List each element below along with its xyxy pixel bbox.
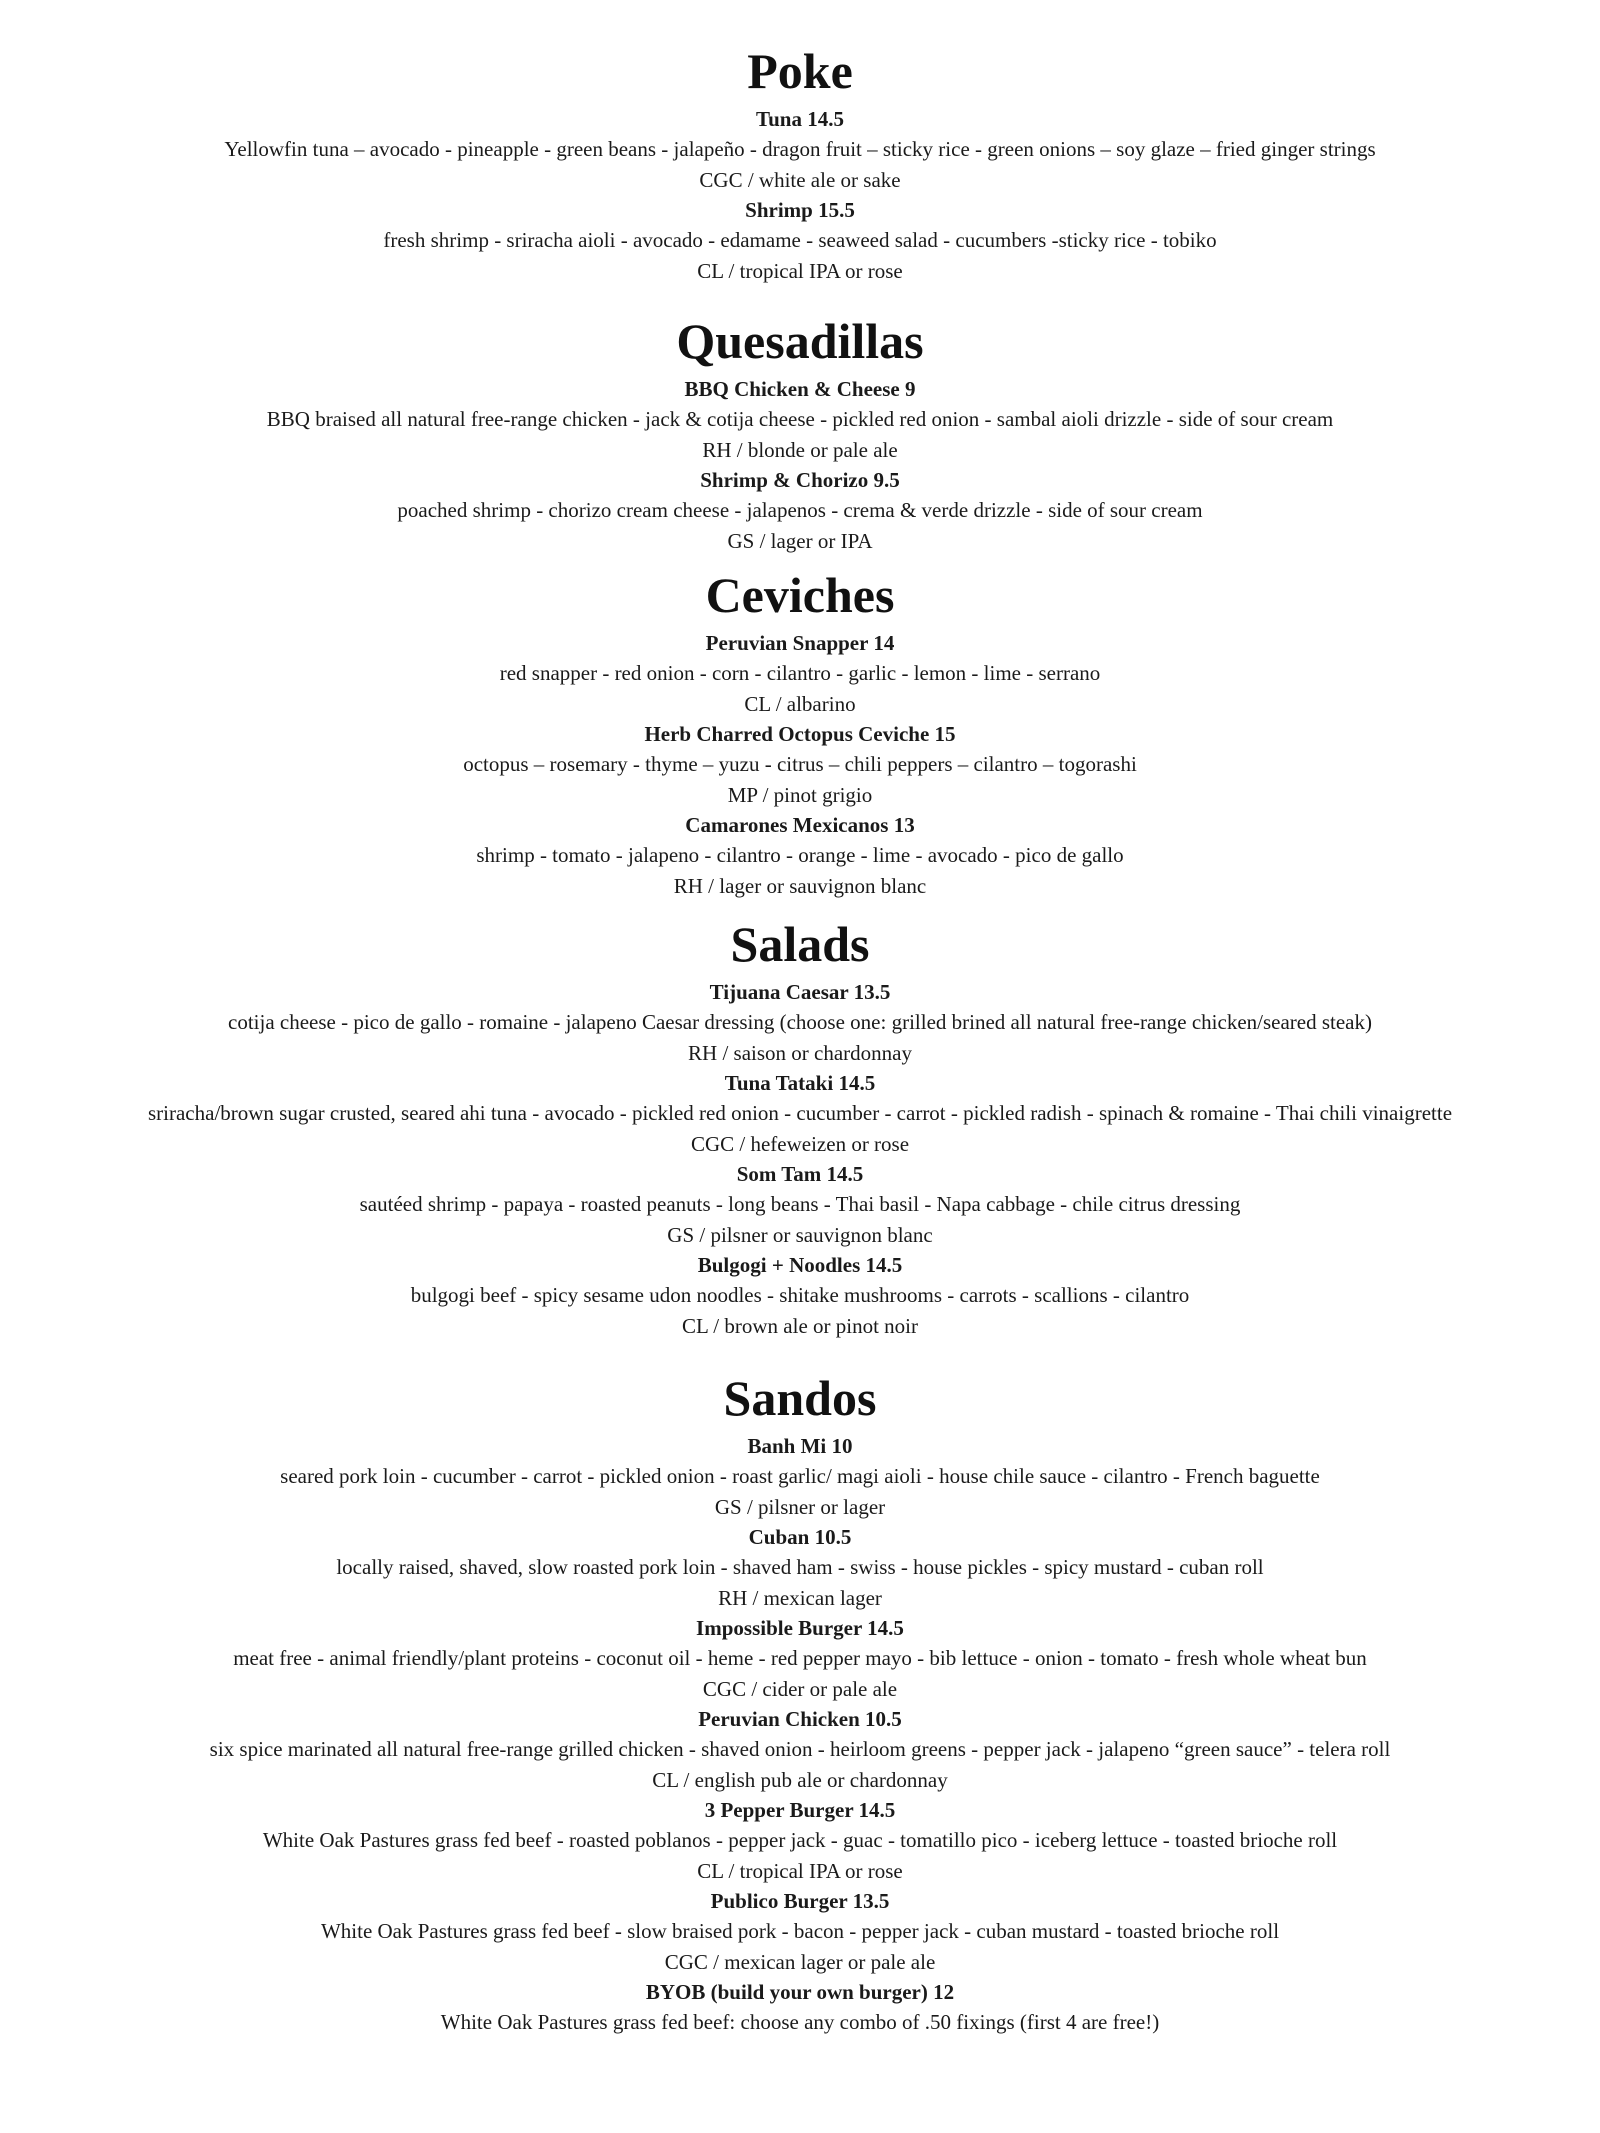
item-name: Camarones Mexicanos 13 [685,813,915,837]
menu-item [0,810,1600,901]
item-description: cotija cheese - pico de gallo - romaine - jalapeno Caesar dressing (choose one: grilled brined all natural free-range chicken/seared steak) [228,1010,1372,1034]
item-pairing: CL / brown ale or pinot noir [681,1314,918,1338]
item-name: Impossible Burger 14.5 [696,1616,904,1640]
section-quesadillas [0,308,1600,556]
item-pairing: RH / mexican lager [718,1586,882,1610]
item-description: sriracha/brown sugar crusted, seared ahi tuna - avocado - pickled red onion - cucumber - carrot - pickled radish - spinach & romaine - Thai chili vinaigrette [147,1101,1453,1125]
item-pairing: GS / pilsner or lager [714,1495,886,1519]
item-description: bulgogi beef - spicy sesame udon noodles - shitake mushrooms - carrots - scallions - cilantro [410,1283,1190,1307]
menu-item [0,1522,1600,1613]
item-description: red snapper - red onion - corn - cilantro - garlic - lemon - lime - serrano [499,661,1101,685]
item-pairing: RH / blonde or pale ale [702,438,898,462]
item-pairing: CL / english pub ale or chardonnay [652,1768,948,1792]
menu-item [0,195,1600,286]
item-description: White Oak Pastures grass fed beef - roasted poblanos - pepper jack - guac - tomatillo pico - iceberg lettuce - toasted brioche roll [262,1828,1338,1852]
item-pairing: CL / tropical IPA or rose [697,1859,903,1883]
item-name: BYOB (build your own burger) 12 [645,1980,955,2004]
item-name: Peruvian Snapper 14 [705,631,895,655]
item-description: White Oak Pastures grass fed beef - slow braised pork - bacon - pepper jack - cuban mustard - toasted brioche roll [320,1919,1280,1943]
menu-item [0,1704,1600,1795]
item-name: Tuna 14.5 [756,107,844,131]
item-pairing: CGC / cider or pale ale [702,1677,898,1701]
menu-item [0,374,1600,465]
item-name: Tuna Tataki 14.5 [724,1071,876,1095]
menu-item [0,1250,1600,1341]
item-pairing: CGC / mexican lager or pale ale [664,1950,936,1974]
item-description: BBQ braised all natural free-range chicken - jack & cotija cheese - pickled red onion - sambal aioli drizzle - side of sour cream [266,407,1334,431]
menu-item [0,1613,1600,1704]
item-name: Herb Charred Octopus Ceviche 15 [644,722,956,746]
section-ceviches [0,562,1600,901]
menu-item [0,977,1600,1068]
item-pairing: CL / albarino [744,692,856,716]
item-pairing: CL / tropical IPA or rose [697,259,903,283]
item-name: Shrimp 15.5 [745,198,855,222]
item-pairing: GS / lager or IPA [727,529,873,553]
item-description: locally raised, shaved, slow roasted pork loin - shaved ham - swiss - house pickles - spicy mustard - cuban roll [336,1555,1264,1579]
item-name: Cuban 10.5 [748,1525,852,1549]
item-pairing: RH / saison or chardonnay [688,1041,912,1065]
item-description: seared pork loin - cucumber - carrot - pickled onion - roast garlic/ magi aioli - house chile sauce - cilantro - French baguette [280,1464,1320,1488]
menu-item [0,1886,1600,1977]
section-title: Sandos [723,1370,877,1426]
section-poke [0,38,1600,286]
item-description: Yellowfin tuna – avocado - pineapple - green beans - jalapeño - dragon fruit – sticky rice - green onions – soy glaze – fried ginger strings [224,137,1376,161]
item-pairing: CGC / white ale or sake [699,168,901,192]
section-title: Poke [747,43,853,99]
item-name: Publico Burger 13.5 [710,1889,890,1913]
item-pairing: GS / pilsner or sauvignon blanc [667,1223,933,1247]
item-pairing: MP / pinot grigio [727,783,873,807]
item-name: Banh Mi 10 [747,1434,853,1458]
menu-item [0,465,1600,556]
item-description: shrimp - tomato - jalapeno - cilantro - orange - lime - avocado - pico de gallo [476,843,1124,867]
menu-item [0,104,1600,195]
item-description: White Oak Pastures grass fed beef: choose any combo of .50 fixings (first 4 are free!) [440,2010,1160,2034]
item-description: poached shrimp - chorizo cream cheese - jalapenos - crema & verde drizzle - side of sour cream [397,498,1203,522]
item-name: Tijuana Caesar 13.5 [709,980,891,1004]
menu-item [0,1795,1600,1886]
menu-item [0,1431,1600,1522]
menu-item [0,1159,1600,1250]
menu-item [0,1068,1600,1159]
item-description: six spice marinated all natural free-range grilled chicken - shaved onion - heirloom greens - pepper jack - jalapeno “green sauce” - telera roll [209,1737,1391,1761]
item-description: octopus – rosemary - thyme – yuzu - citrus – chili peppers – cilantro – togorashi [463,752,1137,776]
item-pairing: CGC / hefeweizen or rose [690,1132,910,1156]
item-description: meat free - animal friendly/plant proteins - coconut oil - heme - red pepper mayo - bib lettuce - onion - tomato - fresh whole wheat bun [233,1646,1367,1670]
item-name: 3 Pepper Burger 14.5 [704,1798,896,1822]
menu-item [0,628,1600,719]
section-salads [0,911,1600,1341]
item-description: sautéed shrimp - papaya - roasted peanuts - long beans - Thai basil - Napa cabbage - chile citrus dressing [359,1192,1241,1216]
item-description: fresh shrimp - sriracha aioli - avocado - edamame - seaweed salad - cucumbers -sticky rice - tobiko [383,228,1217,252]
section-sandos [0,1365,1600,2038]
item-name: BBQ Chicken & Cheese 9 [684,377,916,401]
section-title: Quesadillas [676,313,924,369]
item-name: Bulgogi + Noodles 14.5 [697,1253,903,1277]
section-title: Ceviches [705,567,895,623]
menu-item [0,719,1600,810]
item-name: Shrimp & Chorizo 9.5 [700,468,900,492]
item-name: Som Tam 14.5 [736,1162,864,1186]
menu-item [0,1977,1600,2038]
item-name: Peruvian Chicken 10.5 [698,1707,902,1731]
section-title: Salads [730,916,870,972]
item-pairing: RH / lager or sauvignon blanc [673,874,927,898]
